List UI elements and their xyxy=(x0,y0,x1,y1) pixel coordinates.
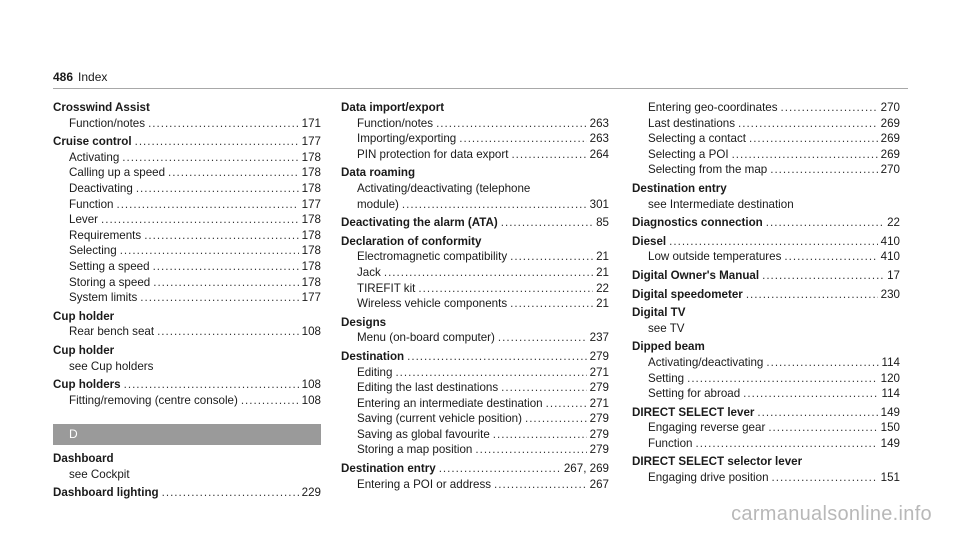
index-entry[interactable] xyxy=(53,165,321,181)
index-heading: DIRECT SELECT selector lever xyxy=(632,455,803,469)
page-reference: 267 xyxy=(589,477,609,491)
entry-text: Jack xyxy=(357,265,381,279)
page-reference: 178 xyxy=(301,275,321,289)
dot-leader xyxy=(766,355,878,371)
entry-text: Selecting a POI xyxy=(648,147,729,161)
index-entry[interactable] xyxy=(341,265,609,281)
entry-text: Digital Owner's Manual xyxy=(632,268,760,282)
entry-text: Destination entry xyxy=(341,462,436,476)
index-entry[interactable] xyxy=(341,349,609,365)
page-reference: 149 xyxy=(880,436,900,450)
index-entry[interactable] xyxy=(341,461,609,477)
index-entry[interactable] xyxy=(341,442,609,458)
index-entry[interactable] xyxy=(632,405,900,421)
page-reference: 271 xyxy=(589,365,609,379)
entry-text: Engaging drive position xyxy=(648,471,769,485)
dot-leader xyxy=(510,249,593,265)
page-reference: 279 xyxy=(589,349,609,363)
page-reference: 108 xyxy=(301,393,321,407)
entry-text: Saving (current vehicle position) xyxy=(357,412,522,426)
dot-leader xyxy=(757,405,877,421)
index-entry[interactable] xyxy=(632,215,900,231)
index-entry[interactable] xyxy=(632,470,900,486)
entry-text: Deactivating the alarm (ATA) xyxy=(341,216,498,230)
dot-leader xyxy=(241,393,299,409)
index-entry[interactable] xyxy=(632,371,900,387)
page-reference: 108 xyxy=(301,378,321,392)
page-reference: 85 xyxy=(596,216,609,230)
dot-leader xyxy=(781,100,878,116)
index-entry[interactable] xyxy=(53,485,321,501)
index-column-1 xyxy=(53,100,321,501)
page-reference: 171 xyxy=(301,116,321,130)
page-reference: 120 xyxy=(880,371,900,385)
page-reference: 178 xyxy=(301,150,321,164)
page-reference: 229 xyxy=(301,486,321,500)
dot-leader xyxy=(770,162,877,178)
index-column-3 xyxy=(632,100,900,486)
entry-text: Function/notes xyxy=(357,116,434,130)
dot-leader xyxy=(494,477,587,493)
page-reference: 279 xyxy=(589,427,609,441)
entry-text: Diagnostics connection xyxy=(632,216,763,230)
dot-leader xyxy=(501,380,587,396)
index-entry[interactable] xyxy=(341,116,609,132)
entry-text: Cup holders xyxy=(53,378,121,392)
dot-leader xyxy=(116,197,298,213)
dot-leader xyxy=(407,349,587,365)
index-heading: Dashboard xyxy=(53,452,114,466)
entry-text: Digital speedometer xyxy=(632,287,743,301)
index-entry-text: Activating/deactivating (telephone xyxy=(357,181,531,195)
watermark: carmanualsonline.info xyxy=(731,503,932,525)
index-heading: Cup holder xyxy=(53,343,115,357)
dot-leader xyxy=(738,116,878,132)
index-entry[interactable] xyxy=(341,296,609,312)
page-reference: 264 xyxy=(589,147,609,161)
entry-text: Calling up a speed xyxy=(69,166,166,180)
page-reference: 17 xyxy=(887,268,900,282)
entry-text: Function/notes xyxy=(69,116,146,130)
dot-leader xyxy=(762,268,884,284)
page-reference: 267, 269 xyxy=(563,462,609,476)
dot-leader xyxy=(436,116,587,132)
page-reference: 270 xyxy=(880,163,900,177)
page-reference: 114 xyxy=(881,355,900,369)
entry-text: Editing xyxy=(357,365,393,379)
index-entry[interactable] xyxy=(632,436,900,452)
index-column-2 xyxy=(341,100,609,492)
entry-text: Editing the last destinations xyxy=(357,381,499,395)
index-entry[interactable] xyxy=(632,249,900,265)
dot-leader xyxy=(669,234,877,250)
index-entry[interactable] xyxy=(341,396,609,412)
page-label: Index xyxy=(78,70,108,84)
dot-leader xyxy=(687,371,878,387)
see-reference[interactable]: see Cockpit xyxy=(69,467,130,481)
index-entry[interactable] xyxy=(53,243,321,259)
entry-text: Menu (on-board computer) xyxy=(357,331,495,345)
dot-leader xyxy=(743,386,878,402)
entry-text: Deactivating xyxy=(69,181,133,195)
index-entry[interactable] xyxy=(632,116,900,132)
entry-text: Selecting a contact xyxy=(648,132,746,146)
index-entry[interactable] xyxy=(341,215,609,231)
page-reference: 177 xyxy=(301,135,321,149)
entry-text: Requirements xyxy=(69,228,142,242)
dot-leader xyxy=(525,411,587,427)
index-heading: Cup holder xyxy=(53,309,115,323)
dot-leader xyxy=(475,442,586,458)
dot-leader xyxy=(498,330,587,346)
page-reference: 178 xyxy=(301,181,321,195)
index-entry[interactable] xyxy=(53,259,321,275)
page-reference: 270 xyxy=(880,101,900,114)
entry-text: Function xyxy=(648,436,693,450)
entry-text: Rear bench seat xyxy=(69,325,155,339)
entry-text: Last destinations xyxy=(648,116,736,130)
page-reference: 178 xyxy=(301,259,321,273)
index-entry[interactable] xyxy=(341,131,609,147)
dot-leader xyxy=(746,287,878,303)
index-entry[interactable] xyxy=(632,147,900,163)
index-entry[interactable] xyxy=(53,116,321,132)
index-entry[interactable] xyxy=(632,287,900,303)
entry-text: Entering an intermediate destination xyxy=(357,396,543,410)
dot-leader xyxy=(772,470,878,486)
dot-leader xyxy=(501,215,593,231)
dot-leader xyxy=(493,427,587,443)
index-entry[interactable] xyxy=(632,420,900,436)
dot-leader xyxy=(768,420,877,436)
entry-text: Saving as global favourite xyxy=(357,427,490,441)
page-reference: 149 xyxy=(880,405,900,419)
index-entry[interactable] xyxy=(632,386,900,402)
page-reference: 410 xyxy=(880,250,900,264)
page-reference: 21 xyxy=(596,297,609,311)
index-entry[interactable] xyxy=(632,162,900,178)
index-entry[interactable] xyxy=(632,100,900,116)
letter-section-bar: D xyxy=(53,424,321,445)
index-entry[interactable] xyxy=(53,197,321,213)
entry-text: System limits xyxy=(69,291,138,305)
dot-leader xyxy=(135,134,299,150)
entry-text: DIRECT SELECT lever xyxy=(632,405,755,419)
entry-text: Setting xyxy=(648,371,685,385)
index-heading: Designs xyxy=(341,315,387,329)
page-reference: 177 xyxy=(301,291,321,305)
index-entry[interactable] xyxy=(53,181,321,197)
dot-leader xyxy=(749,131,878,147)
dot-leader xyxy=(122,150,298,166)
page-reference: 230 xyxy=(880,287,900,301)
index-entry[interactable] xyxy=(53,134,321,150)
index-heading: Declaration of conformity xyxy=(341,234,482,248)
page-reference: 269 xyxy=(880,116,900,130)
entry-text: Setting a speed xyxy=(69,259,150,273)
dot-leader xyxy=(153,275,298,291)
entry-text: Activating/deactivating xyxy=(648,355,764,369)
page-reference: 271 xyxy=(589,396,609,410)
page-reference: 114 xyxy=(881,387,900,401)
page-reference: 178 xyxy=(301,228,321,242)
page-reference: 150 xyxy=(880,421,900,435)
page-reference: 279 xyxy=(589,412,609,426)
entry-text: Diesel xyxy=(632,234,667,248)
page-reference: 269 xyxy=(880,147,900,161)
dot-leader xyxy=(136,181,299,197)
index-entry[interactable] xyxy=(53,212,321,228)
index-heading: Digital TV xyxy=(632,306,686,320)
index-entry[interactable] xyxy=(53,324,321,340)
entry-text: Storing a map position xyxy=(357,443,473,457)
page-reference: 22 xyxy=(596,281,609,295)
index-heading: Data roaming xyxy=(341,166,416,180)
page-reference: 301 xyxy=(589,197,609,211)
page-reference: 21 xyxy=(596,250,609,264)
entry-text: TIREFIT kit xyxy=(357,281,416,295)
index-entry[interactable] xyxy=(341,197,609,213)
page-reference: 237 xyxy=(589,331,609,345)
dot-leader xyxy=(124,377,299,393)
page-reference: 263 xyxy=(589,116,609,130)
dot-leader xyxy=(546,396,587,412)
entry-text: Selecting xyxy=(69,244,117,258)
dot-leader xyxy=(695,436,877,452)
index-entry[interactable] xyxy=(632,234,900,250)
entry-text: Electromagnetic compatibility xyxy=(357,250,508,264)
index-entry[interactable] xyxy=(53,275,321,291)
index-heading: Data import/export xyxy=(341,101,445,114)
page-reference: 177 xyxy=(301,197,321,211)
page-reference: 108 xyxy=(301,325,321,339)
entry-text: Lever xyxy=(69,213,99,227)
index-entry[interactable] xyxy=(53,150,321,166)
index-entry[interactable] xyxy=(341,427,609,443)
entry-text: Wireless vehicle components xyxy=(357,297,508,311)
index-entry[interactable] xyxy=(632,131,900,147)
entry-text: Activating xyxy=(69,150,120,164)
dot-leader xyxy=(168,165,299,181)
entry-text: Engaging reverse gear xyxy=(648,421,766,435)
page-reference: 151 xyxy=(880,471,900,485)
entry-text: PIN protection for data export xyxy=(357,147,509,161)
dot-leader xyxy=(732,147,878,163)
entry-text: Function xyxy=(69,197,114,211)
page-reference: 279 xyxy=(589,381,609,395)
index-heading: Dipped beam xyxy=(632,340,705,354)
dot-leader xyxy=(510,296,593,312)
entry-text: Entering geo-coordinates xyxy=(648,101,778,114)
dot-leader xyxy=(439,461,561,477)
index-entry[interactable] xyxy=(341,411,609,427)
dot-leader xyxy=(148,116,299,132)
entry-text: Setting for abroad xyxy=(648,387,741,401)
index-entry[interactable] xyxy=(53,228,321,244)
index-entry[interactable] xyxy=(53,393,321,409)
index-entry[interactable] xyxy=(341,477,609,493)
index-entry[interactable] xyxy=(341,365,609,381)
entry-text: Importing/exporting xyxy=(357,132,457,146)
dot-leader xyxy=(418,281,593,297)
entry-text: Low outside temperatures xyxy=(648,250,782,264)
index-entry[interactable] xyxy=(341,249,609,265)
index-entry[interactable] xyxy=(341,281,609,297)
page-reference: 178 xyxy=(301,213,321,227)
see-reference[interactable]: see Cup holders xyxy=(69,359,154,373)
index-heading: Destination entry xyxy=(632,181,727,195)
page-header xyxy=(53,70,107,84)
index-entry[interactable] xyxy=(632,355,900,371)
entry-text: Selecting from the map xyxy=(648,163,768,177)
page-reference: 178 xyxy=(301,166,321,180)
entry-text: Dashboard lighting xyxy=(53,486,159,500)
page-reference: 21 xyxy=(596,265,609,279)
entry-text: Storing a speed xyxy=(69,275,151,289)
page-reference: 269 xyxy=(880,132,900,146)
dot-leader xyxy=(766,215,884,231)
page-reference: 263 xyxy=(589,132,609,146)
see-reference[interactable]: see TV xyxy=(648,321,685,335)
entry-text: Fitting/removing (centre console) xyxy=(69,393,238,407)
dot-leader xyxy=(784,249,877,265)
page-number: 486 xyxy=(53,70,74,84)
index-entry[interactable] xyxy=(53,377,321,393)
header-rule xyxy=(53,88,908,89)
page-reference: 410 xyxy=(880,234,900,248)
index-entry[interactable] xyxy=(341,147,609,163)
index-entry[interactable] xyxy=(53,290,321,306)
dot-leader xyxy=(144,228,298,244)
dot-leader xyxy=(511,147,586,163)
entry-text: Cruise control xyxy=(53,135,132,149)
dot-leader xyxy=(402,197,587,213)
dot-leader xyxy=(140,290,298,306)
index-heading: Crosswind Assist xyxy=(53,101,150,114)
index-entry[interactable] xyxy=(341,380,609,396)
dot-leader xyxy=(157,324,299,340)
entry-text: Entering a POI or address xyxy=(357,477,492,491)
page-reference: 279 xyxy=(589,443,609,457)
entry-text: Destination xyxy=(341,349,405,363)
dot-leader xyxy=(162,485,299,501)
entry-text: module) xyxy=(357,197,399,211)
page-reference: 178 xyxy=(301,244,321,258)
dot-leader xyxy=(459,131,586,147)
index-entry[interactable] xyxy=(632,268,900,284)
index-entry[interactable] xyxy=(341,330,609,346)
see-reference[interactable]: see Intermediate destination xyxy=(648,197,794,211)
dot-leader xyxy=(153,259,299,275)
dot-leader xyxy=(384,265,593,281)
dot-leader xyxy=(395,365,586,381)
dot-leader xyxy=(120,243,299,259)
dot-leader xyxy=(101,212,299,228)
page-reference: 22 xyxy=(887,216,900,230)
